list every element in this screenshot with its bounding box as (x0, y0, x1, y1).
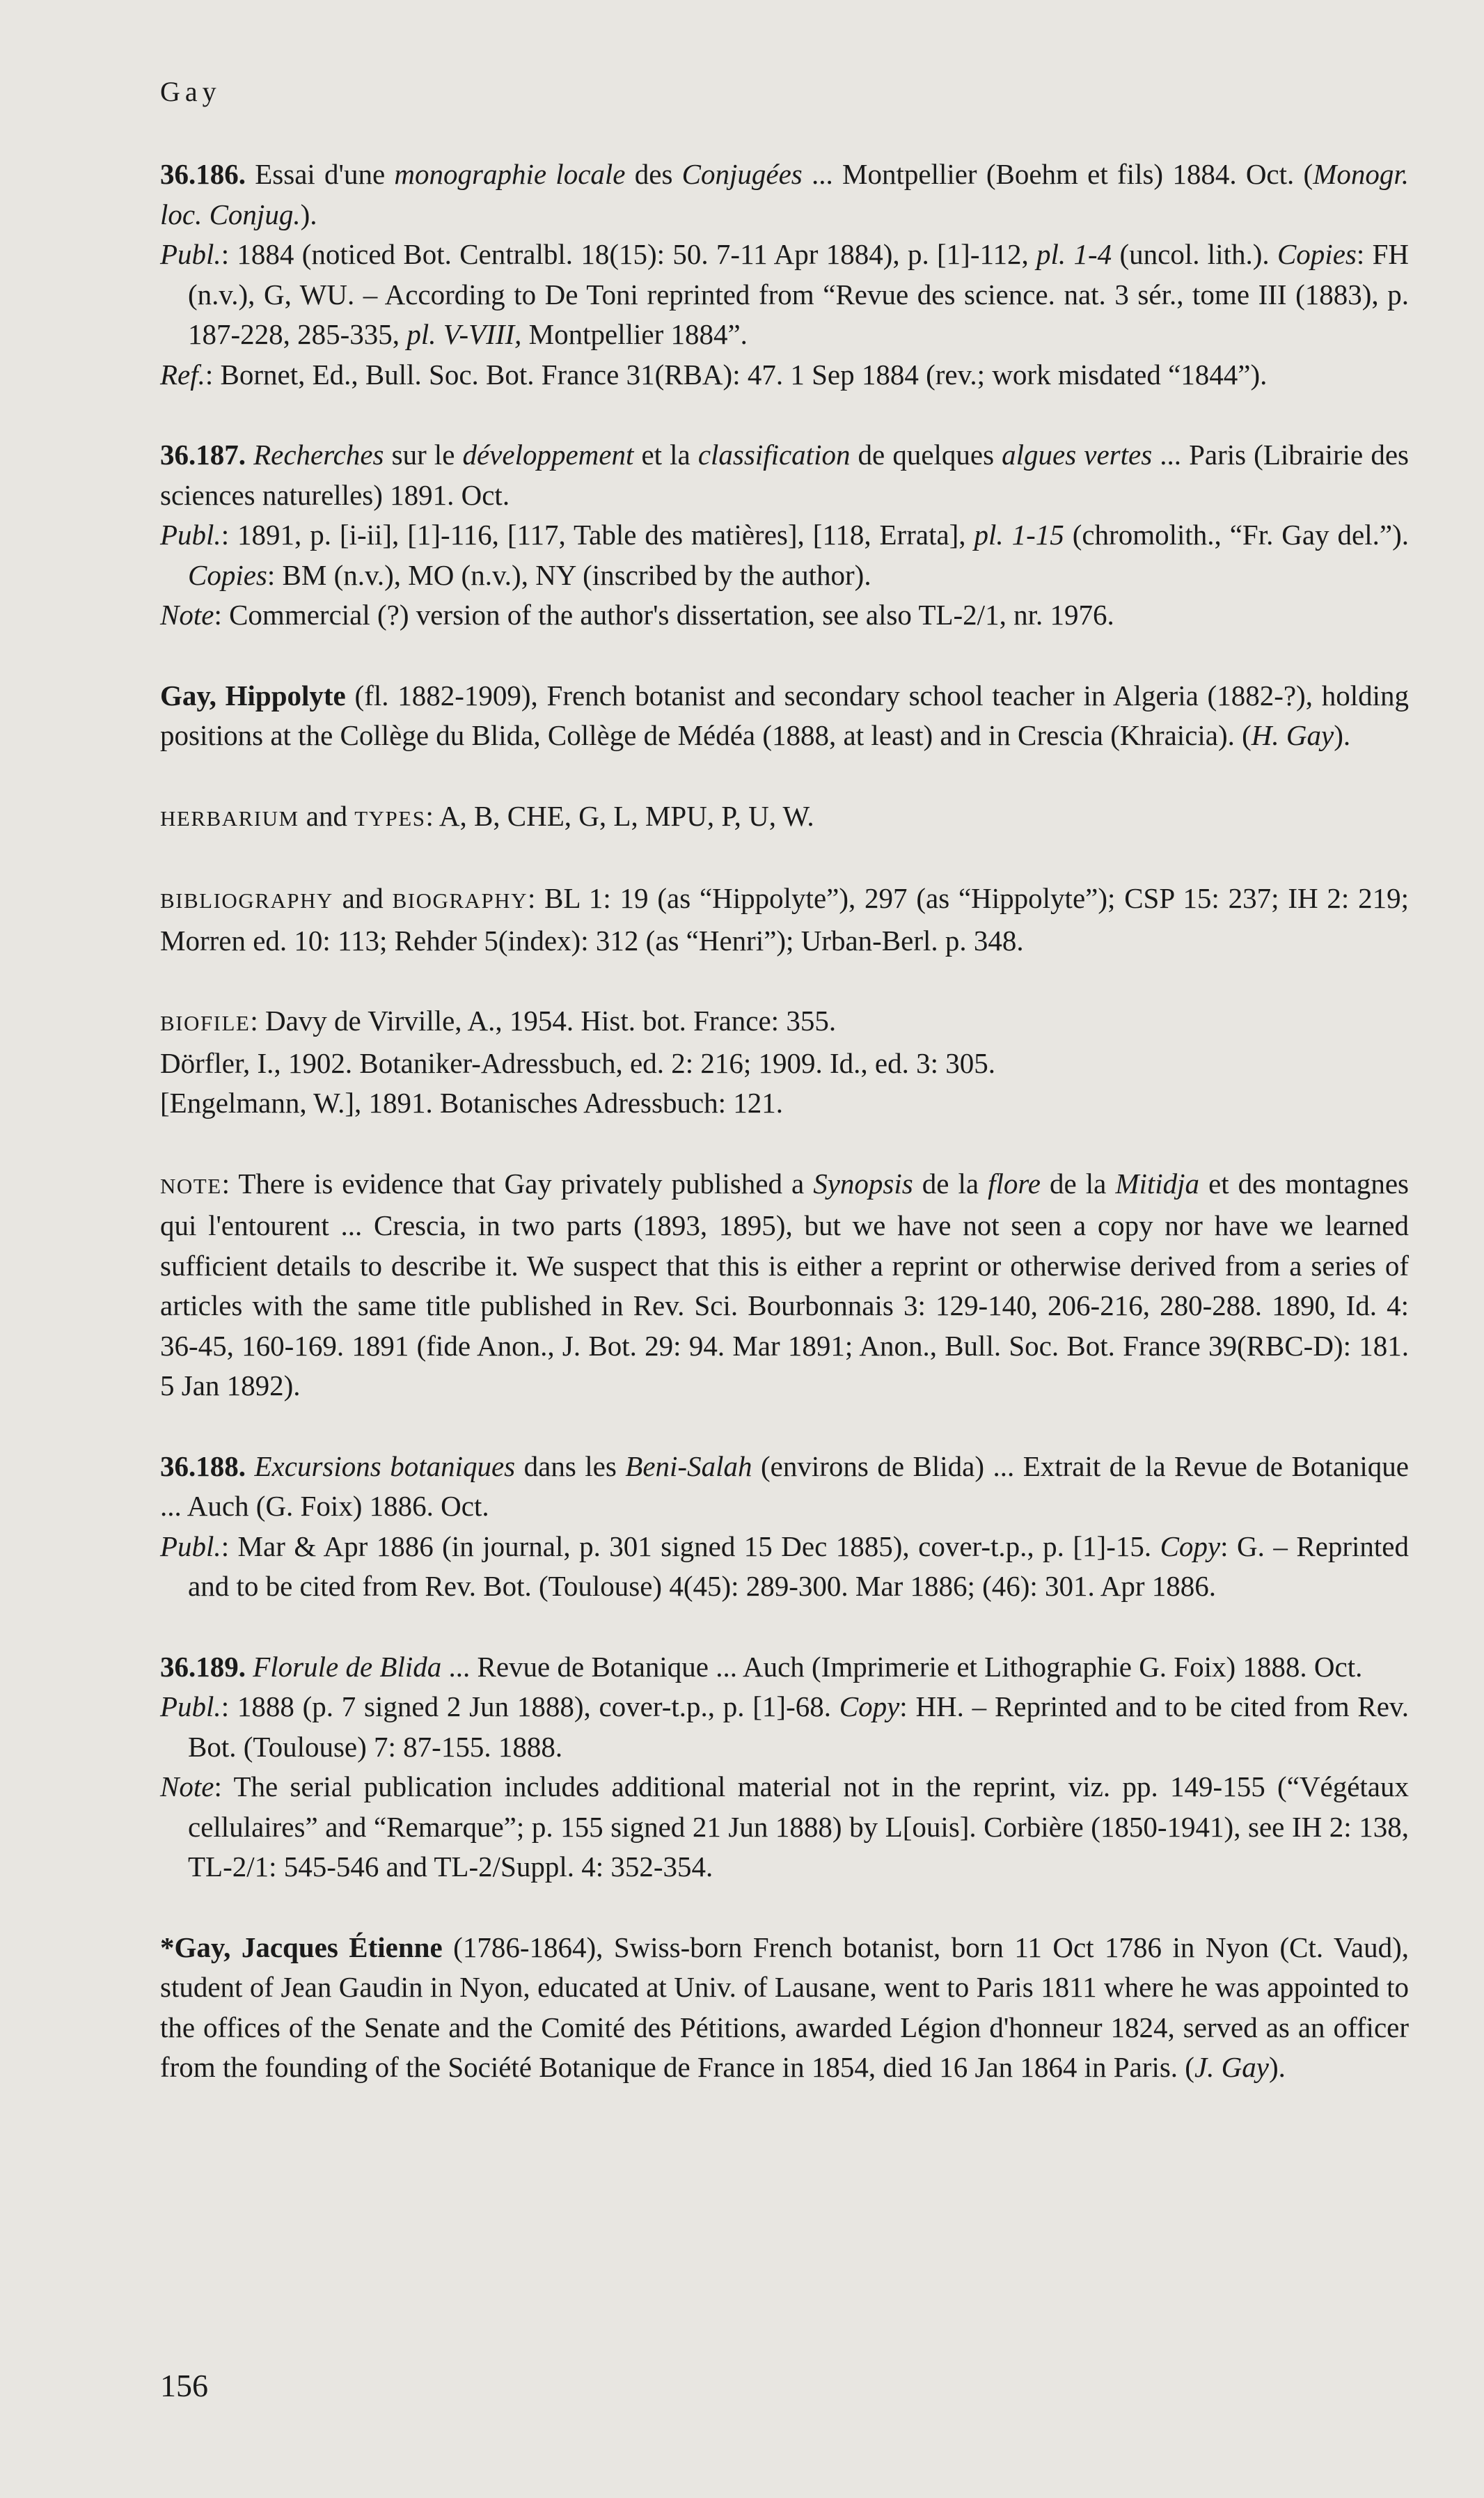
entry-36-189: 36.189. Florule de Blida ... Revue de Botanique ... Auch (Imprimerie et Lithographie G. Foix) 1888. Oct. (160, 1650, 1363, 1683)
author-name: Gay, Hippolyte (160, 679, 346, 712)
entry-publication: Publ.: 1891, p. [i-ii], [1]-116, [117, Table des matières], [118, Errata], pl. 1-15 (chromolith., “Fr. Gay del.”). Copies: BM (n.v.), MO (n.v.), NY (inscribed by the author). (160, 519, 1409, 591)
entry-number: 36.187. (160, 439, 246, 471)
herbarium-types: HERBARIUM and TYPES: A, B, CHE, G, L, MPU, P, U, W. (160, 799, 814, 832)
author-hippolyte-gay: Gay, Hippolyte (fl. 1882-1909), French botanist and secondary school teacher in Algeria (1882-?), holding positions at the Collège du Blida, Collège de Médéa (1888, at least) and in Crescia (Khraicia). (H. Gay). (160, 679, 1409, 751)
page-body (160, 155, 1409, 2088)
entry-number: 36.186. (160, 158, 246, 190)
biofile: BIOFILE: Davy de Virville, A., 1954. Hist. bot. France: 355. Dörfler, I., 1902. Botaniker-Adressbuch, ed. 2: 216; 1909. Id., ed. 3: 305. [Engelmann, W.], 1891. Botanisches Adressbuch: 121. (160, 1005, 995, 1119)
author-name: *Gay, Jacques Étienne (160, 1931, 443, 1963)
entry-publication: Publ.: Mar & Apr 1886 (in journal, p. 301 signed 15 Dec 1885), cover-t.p., p. [1]-15. Copy: G. – Reprinted and to be cited from Rev. Bot. (Toulouse) 4(45): 289-300. Mar 1886; (46): 301. Apr 1886. (160, 1530, 1409, 1602)
running-head: Gay (160, 76, 221, 107)
entry-36-186: 36.186. Essai d'une monographie locale des Conjugées ... Montpellier (Boehm et fils) 1884. Oct. (Monogr. loc. Conjug.). (160, 158, 1410, 230)
entry-note: Note: The serial publication includes additional material not in the reprint, viz. pp. 149-155 (“Végétaux cellulaires” and “Remarque”; p. 155 signed 21 Jun 1888) by L[ouis]. Corbière (1850-1941), see IH 2: 138, TL-2/1: 545-546 and TL-2/Suppl. 4: 352-354. (160, 1770, 1409, 1883)
page-number: 156 (160, 2368, 208, 2403)
entry-36-187: 36.187. Recherches sur le développement et la classification de quelques algues vertes ... Paris (Librairie des sciences naturelles) 1891. Oct. (160, 439, 1409, 511)
entry-note: Note: Commercial (?) version of the author's dissertation, see also TL-2/1, nr. 1976. (160, 599, 1114, 631)
entry-number: 36.188. (160, 1450, 246, 1482)
entry-36-188: 36.188. Excursions botaniques dans les Beni-Salah (environs de Blida) ... Extrait de la Revue de Botanique ... Auch (G. Foix) 1886. Oct. (160, 1450, 1409, 1522)
entry-reference: Ref.: Bornet, Ed., Bull. Soc. Bot. France 31(RBA): 47. 1 Sep 1884 (rev.; work misdated “1844”). (160, 358, 1268, 391)
author-note: NOTE: There is evidence that Gay privately published a Synopsis de la flore de la Mitidja et des montagnes qui l'entourent ... Crescia, in two parts (1893, 1895), but we have not seen a copy nor have we learned sufficient details to describe it. We suspect that this is either a reprint or otherwise derived from a series of articles with the same title published in Rev. Sci. Bourbonnais 3: 129-140, 206-216, 280-288. 1890, Id. 4: 36-45, 160-169. 1891 (fide Anon., J. Bot. 29: 94. Mar 1891; Anon., Bull. Soc. Bot. France 39(RBC-D): 181. 5 Jan 1892). (160, 1167, 1409, 1401)
entry-publication: Publ.: 1888 (p. 7 signed 2 Jun 1888), cover-t.p., p. [1]-68. Copy: HH. – Reprinted and to be cited from Rev. Bot. (Toulouse) 7: 87-155. 1888. (160, 1690, 1409, 1763)
bibliography-biography: BIBLIOGRAPHY and BIOGRAPHY: BL 1: 19 (as “Hippolyte”), 297 (as “Hippolyte”); CSP 15: 237; IH 2: 219; Morren ed. 10: 113; Rehder 5(index): 312 (as “Henri”); Urban-Berl. p. 348. (160, 882, 1409, 957)
entry-publication: Publ.: 1884 (noticed Bot. Centralbl. 18(15): 50. 7-11 Apr 1884), p. [1]-112, pl. 1-4 (uncol. lith.). Copies: FH (n.v.), G, WU. – According to De Toni reprinted from “Revue des science. nat. 3 sér., tome III (1883), p. 187-228, 285-335, pl. V-VIII, Montpellier 1884”. (160, 238, 1409, 350)
entry-number: 36.189. (160, 1650, 246, 1683)
author-jacques-gay: *Gay, Jacques Étienne (1786-1864), Swiss-born French botanist, born 11 Oct 1786 in Nyon (Ct. Vaud), student of Jean Gaudin in Nyon, educated at Univ. of Lausane, went to Paris 1811 where he was appointed to the offices of the Senate and the Comité des Pétitions, awarded Légion d'honneur 1824, served as an officer from the founding of the Société Botanique de France in 1854, died 16 Jan 1864 in Paris. (J. Gay). (160, 1931, 1409, 2083)
